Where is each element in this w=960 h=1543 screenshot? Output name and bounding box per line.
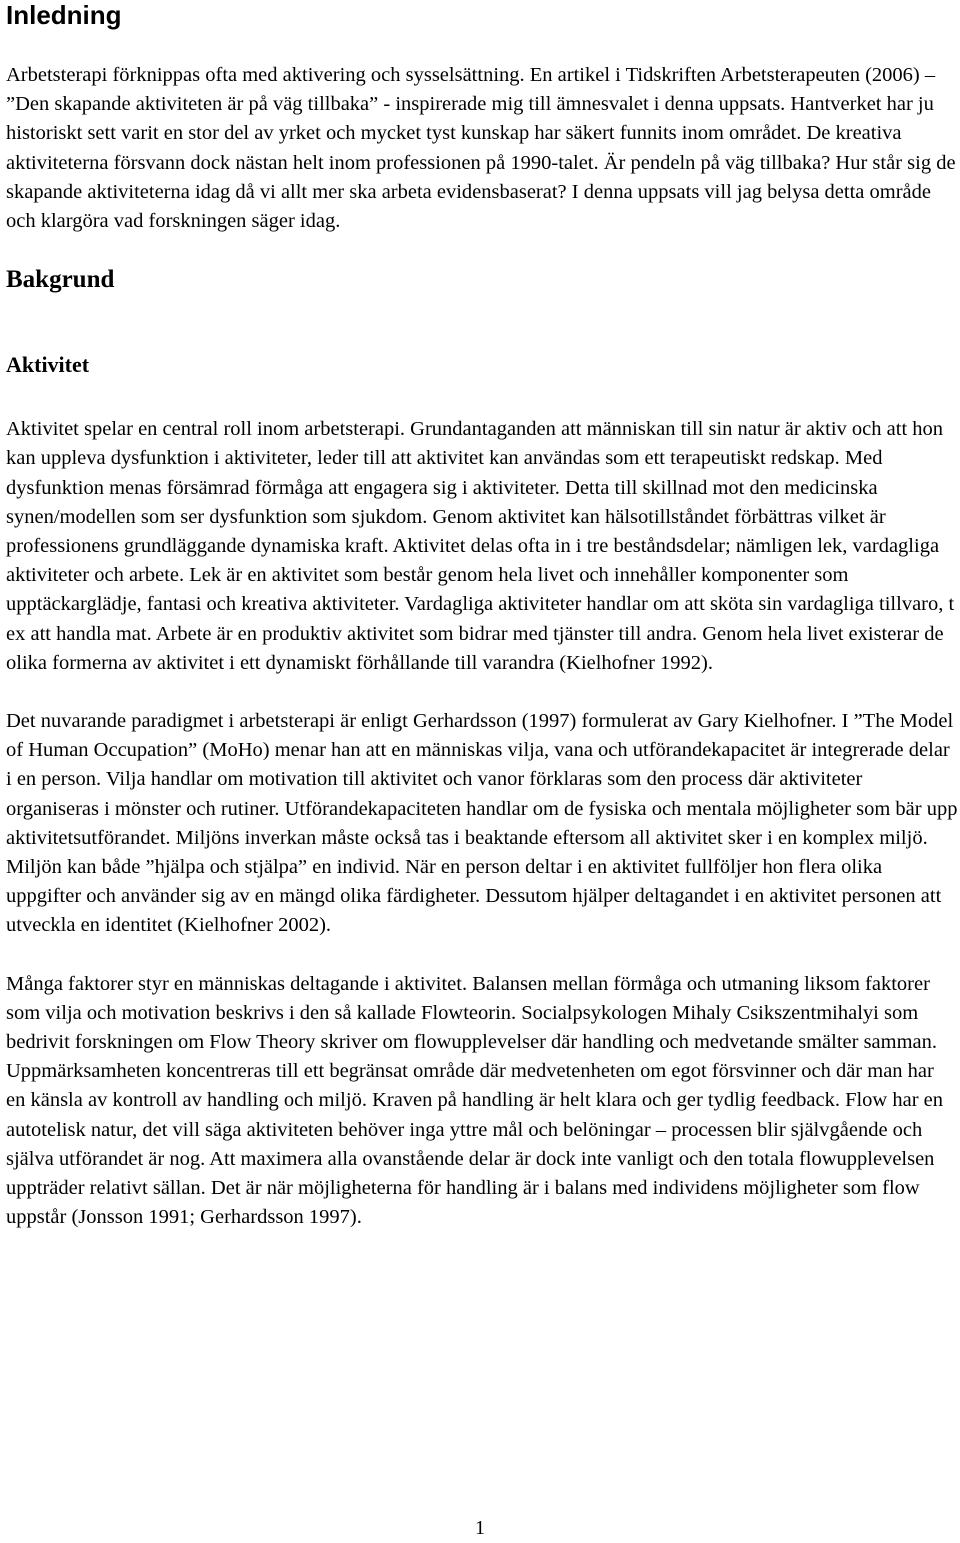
body-paragraph-2: Det nuvarande paradigmet i arbetsterapi är enligt Gerhardsson (1997) formulerat av Gary Kielhofner. I ”The Model of Human Occupation” (MoHo) menar han att en människas vilja, vana och utförandekapacitet är integrerade delar i en person. Vilja handlar om motivation till aktivitet och vanor förklaras som den process där aktiviteter organiseras i mönster och rutiner. Utförandekapaciteten handlar om de fysiska och mentala möjligheter som bär upp aktivitetsutförandet. Miljöns inverkan måste också tas i beaktande eftersom all aktivitet sker i en komplex miljö. Miljön kan både ”hjälpa och stjälpa” en individ. När en person deltar i en aktivitet fullföljer hon flera olika uppgifter och använder sig av en mängd olika färdigheter. Dessutom hjälper deltagandet i en aktivitet personen att utveckla en identitet (Kielhofner 2002).: [6, 710, 958, 937]
section-heading: Bakgrund: [6, 266, 115, 294]
page-number: 1: [475, 1517, 485, 1539]
document-page: [6, 0, 958, 1233]
page-title: Inledning: [6, 0, 122, 30]
intro-paragraph: Arbetsterapi förknippas ofta med aktivering och sysselsättning. En artikel i Tidskriften Arbetsterapeuten (2006) – ”Den skapande aktiviteten är på väg tillbaka” - inspirerade mig till ämnesvalet i denna uppsats. Hantverket har ju historiskt sett varit en stor del av yrket och mycket tyst kunskap har säkert funnits inom området. De kreativa aktiviteterna försvann dock nästan helt inom professionen på 1990-talet. Är pendeln på väg tillbaka? Hur står sig de skapande aktiviteterna idag då vi allt mer ska arbeta evidensbaserat? I denna uppsats vill jag belysa detta område och klargöra vad forskningen säger idag.: [6, 64, 956, 233]
body-paragraph-1: Aktivitet spelar en central roll inom arbetsterapi. Grundantaganden att människan till sin natur är aktiv och att hon kan uppleva dysfunktion i aktiviteter, leder till att aktivitet kan användas som ett terapeutiskt redskap. Med dysfunktion menas försämrad förmåga att engagera sig i aktiviteter. Detta till skillnad mot den medicinska synen/modellen som ser dysfunktion som sjukdom. Genom aktivitet kan hälsotillståndet förbättras vilket är professionens grundläggande dynamiska kraft. Aktivitet delas ofta in i tre beståndsdelar; nämligen lek, vardagliga aktiviteter och arbete. Lek är en aktivitet som består genom hela livet och innehåller komponenter som upptäckarglädje, fantasi och kreativa aktiviteter. Vardagliga aktiviteter handlar om att sköta sin vardagliga tillvaro, t ex att handla mat. Arbete är en produktiv aktivitet som bidrar med tjänster till andra. Genom hela livet existerar de olika formerna av aktivitet i ett dynamiskt förhållande till varandra (Kielhofner 1992).: [6, 418, 955, 674]
subsection-heading: Aktivitet: [6, 352, 90, 378]
body-paragraph-3: Många faktorer styr en människas deltagande i aktivitet. Balansen mellan förmåga och utmaning liksom faktorer som vilja och motivation beskrivs i den så kallade Flowteorin. Socialpsykologen Mihaly Csikszentmihalyi som bedrivit forskningen om Flow Theory skriver om flowupplevelser där handling och medvetande smälter samman. Uppmärksamheten koncentreras till ett begränsat område där medvetenheten om egot försvinner och där man har en känsla av kontroll av handling och miljö. Kraven på handling är helt klara och ger tydlig feedback. Flow har en autotelisk natur, det vill säga aktiviteten behöver inga yttre mål och belöningar – processen blir självgående och själva utförandet är nog. Att maximera alla ovanstående delar är dock inte vanligt och den totala flowupplevelsen uppträder relativt sällan. Det är när möjligheterna för handling är i balans med individens möjligheter som flow uppstår (Jonsson 1991; Gerhardsson 1997).: [6, 972, 944, 1229]
